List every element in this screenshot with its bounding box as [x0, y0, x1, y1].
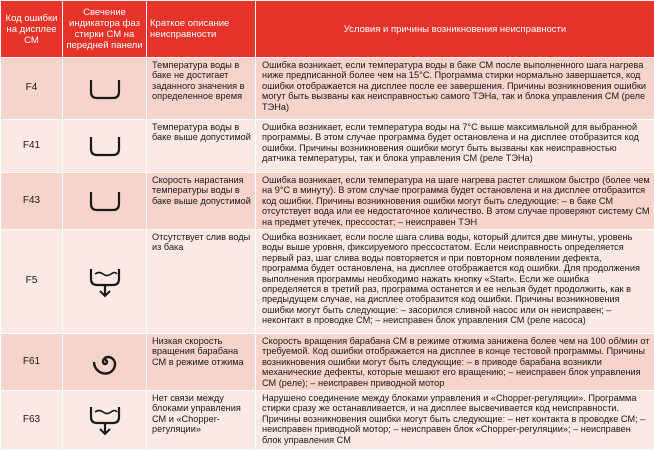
- fault-conditions: Нарушено соединение между блоками управления и «Chopper-регуляции». Программа стирки сразу же останавливается, и на дисплее высвечивается код неисправности. Причины возникновения ошибки могут быть следующие: – нет контакта в проводке СМ; – неисправен приводной мотор; – неисправен блок «Chopper-регуляции»; – неисправен блок управления СМ: [256, 391, 654, 450]
- table-row: [1, 173, 654, 230]
- header-indicator: Свечение индикатора фаз стирки СМ на передней панели: [63, 1, 147, 58]
- spin-icon: [63, 334, 147, 391]
- tub-icon: [63, 173, 147, 230]
- table-row: [1, 391, 654, 450]
- fault-conditions: Ошибка возникает, если температура воды на 7°С выше максимальной для выбранной программы. В этом случае программа будет остановлена и на дисплее отобразится код ошибки. Причины возникновения ошибки могут быть вызваны как неисправностью датчика температуры, так и блока управления СМ (реле ТЭНа): [256, 120, 654, 173]
- error-code: F5: [1, 230, 63, 334]
- drain-icon: [63, 391, 147, 450]
- fault-conditions: Ошибка возникает, если температура воды в баке СМ после выполненного шага нагрева ниже предписанной более чем на 15°С. Программа стирки нормально завершается, код ошибки отображается на дисплее после ее завершения. Причины возникновения ошибки могут быть вызваны как неисправностью самого ТЭНа, так и блока управления СМ (реле ТЭНа): [256, 58, 654, 120]
- error-code: F61: [1, 334, 63, 391]
- tub-icon: [63, 120, 147, 173]
- fault-conditions: Ошибка возникает, если после шага слива воды, который длится две минуты, уровень воды выше уровня, фиксируемого прессостатом. Если неисправность определяется первый раз, шаг слива воды повторяется и при повторном появлении дефекта, программа будет остановлена, на дисплее отображается код ошибки. Для продолжения выполнения программы необходимо нажать кнопку «Start». Если же ошибка определяется в третий раз, программа останется и ее нельзя будет продолжить, как в предыдущем случае, на дисплее отобразится код ошибки. Причины возникновения ошибки могут быть следующие: – засорился сливной насос или он неисправен; – неконтакт в проводке СМ; – неисправен блок управления СМ (реле насоса): [256, 230, 654, 334]
- fault-description: Температура воды в баке не достигает заданного значения в определенное время: [147, 58, 256, 120]
- tub-icon: [63, 58, 147, 120]
- fault-description: Низкая скорость вращения барабана СМ в режиме отжима: [147, 334, 256, 391]
- fault-description: Температура воды в баке выше допустимой: [147, 120, 256, 173]
- fault-description: Скорость нарастания температуры воды в баке выше допустимой: [147, 173, 256, 230]
- drain-icon: [63, 230, 147, 334]
- table-header-row: [1, 1, 654, 58]
- table-row: [1, 230, 654, 334]
- fault-description: Отсутствует слив воды из бака: [147, 230, 256, 334]
- header-description: Краткое описание неисправности: [147, 1, 256, 58]
- header-conditions: Условия и причины возникновения неисправности: [256, 1, 654, 58]
- table-row: [1, 334, 654, 391]
- error-code: F41: [1, 120, 63, 173]
- error-code: F4: [1, 58, 63, 120]
- fault-description: Нет связи между блоками управления СМ и «Chopper-регуляции»: [147, 391, 256, 450]
- fault-conditions: Ошибка возникает, если температура на шаге нагрева растет слишком быстро (более чем на 9°С в минуту). В этом случае программа будет остановлена и на дисплее отобразится код ошибки. Причины возникновения ошибки могут быть следующие: – в баке СМ отсутствует вода или ее недостаточное количество. В этом случае проверяют систему СМ на предмет утечек, прессостат; – неисправен ТЭН: [256, 173, 654, 230]
- table-row: [1, 120, 654, 173]
- error-code: F43: [1, 173, 63, 230]
- error-code: F63: [1, 391, 63, 450]
- table-row: [1, 58, 654, 120]
- header-code: Код ошибки на дисплее СМ: [1, 1, 63, 58]
- fault-conditions: Скорость вращения барабана СМ в режиме отжима занижена более чем на 100 об/мин от требуемой. Код ошибки отображается на дисплее в конце тестовой программы. Причины возникновения ошибки могут быть следующие: – в приводе барабана возникли механические дефекты, которые мешают его вращению; – неисправен блок управления СМ (реле); – неисправен приводной мотор: [256, 334, 654, 391]
